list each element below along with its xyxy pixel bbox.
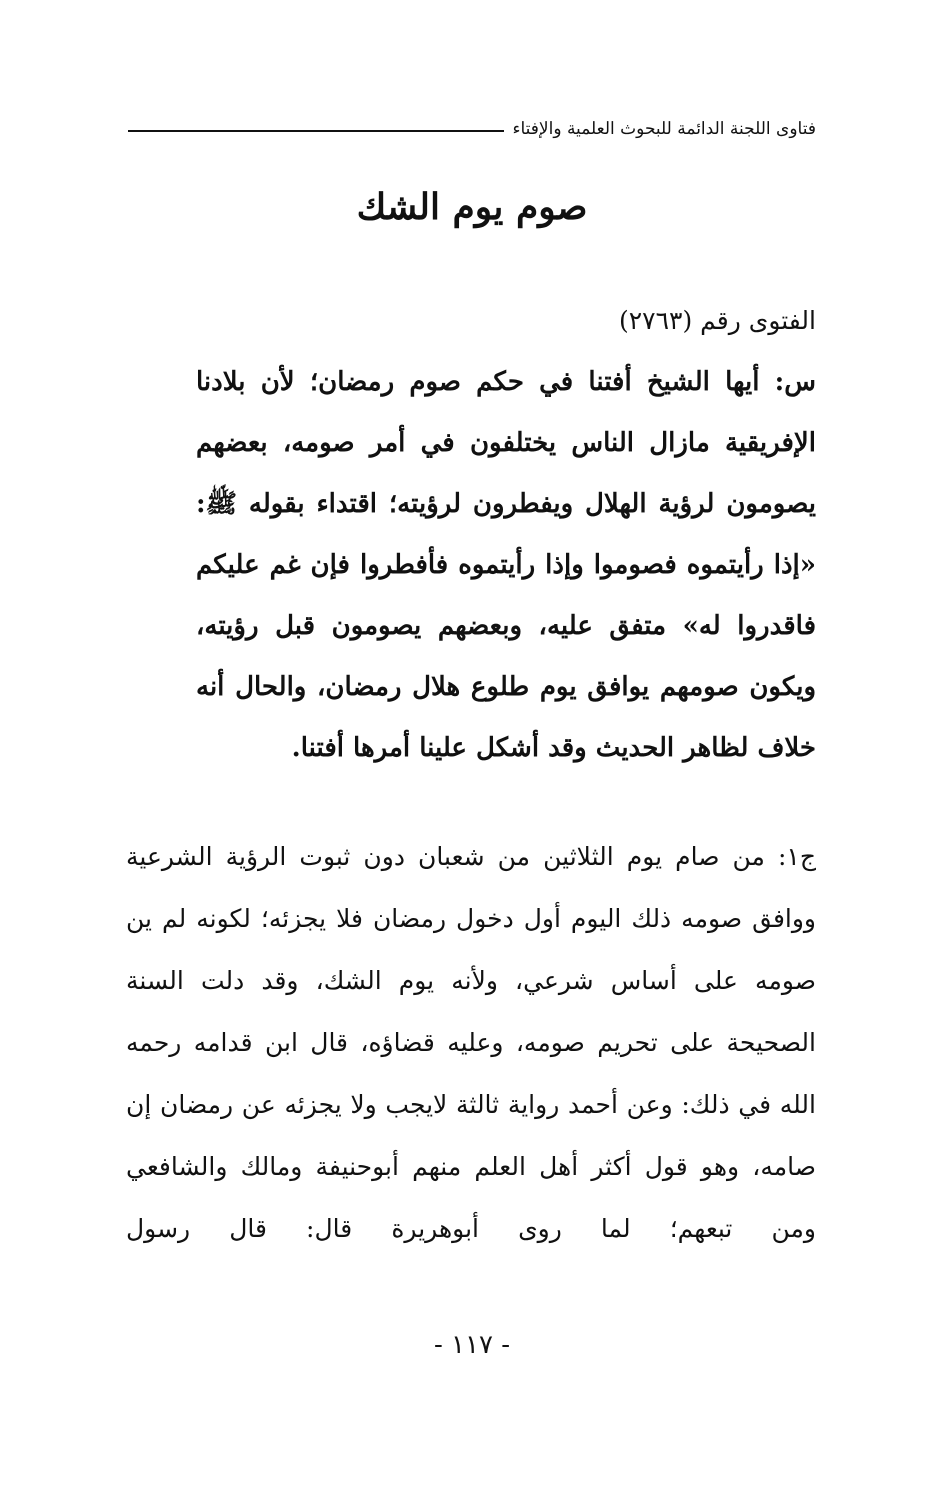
question-text: س: أيها الشيخ أفتنا في حكم صوم رمضان؛ لأن بلادنا الإفريقية مازال الناس يختلفون في أمر صومه، بعضهم يصومون لرؤية الهلال ويفطرون لرؤيته؛ اقتداء بقوله ﷺ: «إذا رأيتموه فصوموا وإذا رأيتموه فأفطروا فإن غم عليكم فاقدروا له» متفق عليه، وبعضهم يصومون قبل رؤيته، ويكون صومهم يوافق يوم طلوع هلال رمضان، والحال أنه خلاف لظاهر الحديث وقد أشكل علينا أمرها أفتنا. <box>196 367 816 763</box>
header-rule <box>128 130 504 132</box>
fatwa-number: الفتوى رقم (٢٧٦٣) <box>618 306 816 335</box>
running-header-title: فتاوى اللجنة الدائمة للبحوث العلمية والإفتاء <box>512 119 816 139</box>
page-title: صوم يوم الشك <box>356 186 588 228</box>
running-header <box>128 112 816 146</box>
answer-text: ج١: من صام يوم الثلاثين من شعبان دون ثبوت الرؤية الشرعية ووافق صومه ذلك اليوم أول دخول رمضان فلا يجزئه؛ لكونه لم ين صومه على أساس شرعي، ولأنه يوم الشك، وقد دلت السنة الصحيحة على تحريم صومه، وعليه قضاؤه، قال ابن قدامه رحمه الله في ذلك: وعن أحمد رواية ثالثة لايجب ولا يجزئه عن رمضان إن صامه، وهو قول أكثر أهل العلم منهم أبوحنيفة ومالك والشافعي ومن تبعهم؛ لما روى أبوهريرة قال: قال رسول <box>126 842 816 1243</box>
page-number: - ١١٧ - <box>433 1330 511 1360</box>
